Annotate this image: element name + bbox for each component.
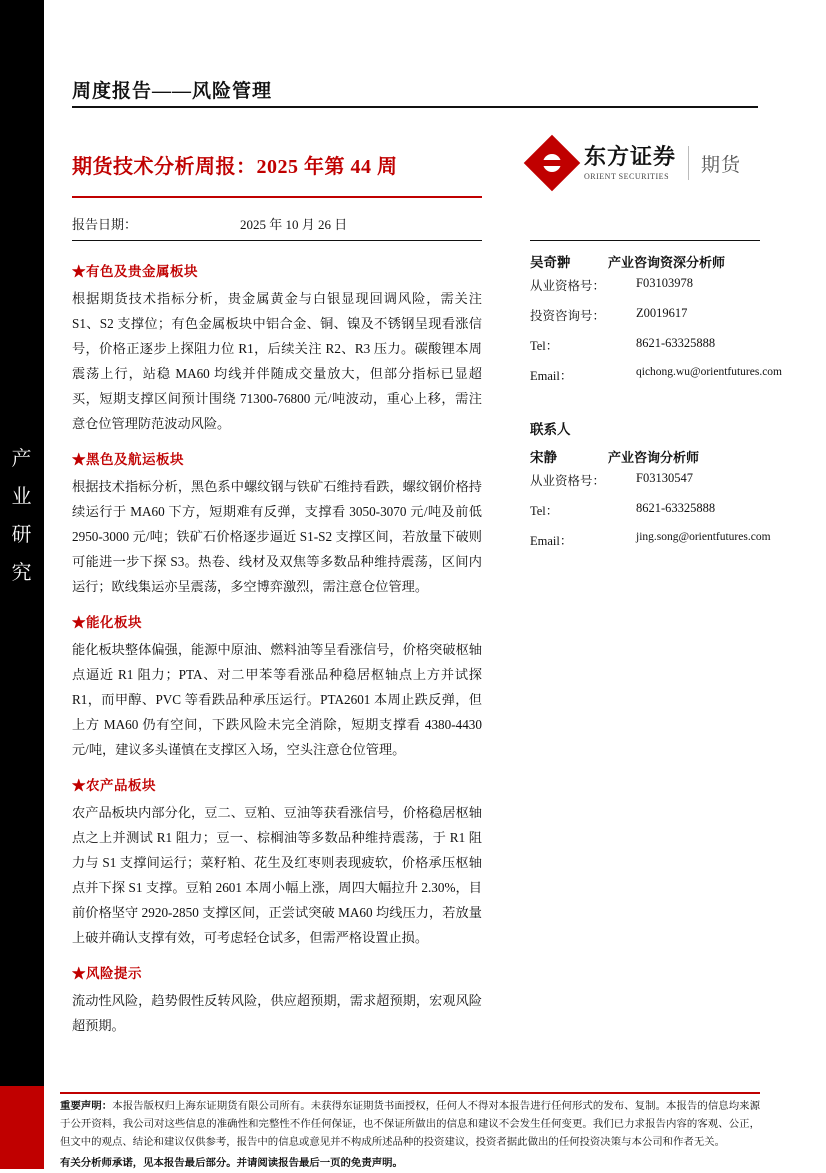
secondary-tel-row — [530, 501, 760, 531]
company-logo — [530, 136, 760, 190]
report-category: 周度报告——风险管理 — [72, 81, 273, 102]
secondary-analyst — [530, 446, 760, 467]
primary-email-label: Email： — [530, 369, 573, 383]
orient-securities-logo-icon — [530, 141, 574, 185]
footer-divider — [60, 1092, 760, 1094]
sidebar-char-2: 研 — [11, 524, 33, 546]
analyst-panel — [530, 240, 783, 561]
sidebar-vertical-label — [0, 440, 44, 592]
section-body-energy-chem: 能化板块整体偏强，能源中原油、燃料油等呈看涨信号，价格突破枢轴点逼近 R1 阻力；PTA、对二甲苯等看涨品种稳居枢轴点上方并试探 R1，而甲醇、PVC 等看跌品种承压运行。PTA2601 本周止跌反弹，但上方 MA60 仍有空间，下跌风险未完全消除，短期支撑看 4380-4430 元/吨，建议多头谨慎在支撑区入场，空头注意仓位管理。 — [72, 642, 482, 757]
secondary-qualification-value: F03130547 — [636, 471, 693, 485]
secondary-tel-value: 8621-63325888 — [636, 501, 716, 515]
footer-last-line: 有关分析师承诺，见本报告最后部分。并请阅读报告最后一页的免责声明。 — [60, 1158, 403, 1169]
page-title: 期货技术分析周报：2025 年第 44 周 — [72, 156, 398, 178]
report-date-row — [72, 214, 482, 234]
primary-qualification-label: 从业资格号： — [530, 279, 606, 293]
contact-heading: 联系人 — [530, 422, 571, 437]
analyst-panel-divider — [530, 240, 760, 241]
footer-label: 重要声明： — [60, 1101, 113, 1112]
primary-email-row — [530, 366, 783, 396]
main-content — [72, 248, 482, 1040]
secondary-qualification-label: 从业资格号： — [530, 474, 606, 488]
sidebar-char-0: 产 — [11, 448, 33, 470]
secondary-analyst-name: 宋静 — [530, 450, 557, 465]
section-heading-energy-chem: ★能化板块 — [72, 615, 142, 630]
date-divider — [72, 240, 482, 241]
section-heading-agriculture: ★农产品板块 — [72, 778, 156, 793]
report-date-value: 2025 年 10 月 26 日 — [240, 217, 348, 232]
primary-tel-value: 8621-63325888 — [636, 336, 716, 350]
primary-consulting-row — [530, 306, 760, 336]
primary-analyst-name: 吴奇翀 — [530, 255, 571, 270]
footer-text: 本报告版权归上海东证期货有限公司所有。未获得东证期货书面授权，任何人不得对本报告进行任何形式的发布、复制。本报告的信息均来源于公开资料，我公司对这些信息的准确性和完整性不作任何保证，也不保证所做出的信息和建议不会发生任何变更。我们已力求报告内容的客观、公正，但文中的观点、结论和建议仅供参考，报告中的信息或意见并不构成所述品种的投资建议，投资者据此做出的任何投资决策与本公司和作者无关。 — [60, 1101, 761, 1148]
footer-disclaimer — [60, 1098, 760, 1173]
secondary-qualification-row — [530, 471, 760, 501]
primary-qualification-value: F03103978 — [636, 276, 693, 290]
title-divider — [72, 196, 482, 198]
section-body-ferrous: 根据技术指标分析，黑色系中螺纹钢与铁矿石维持看跌，螺纹钢价格持续运行于 MA60 下方，短期难有反弹，支撑看 3050-3070 元/吨及前低 2950-3000 元/吨；铁矿石价格逐步逼近 S1-S2 支撑区间，若放量下破则可能进一步下探 S3。热卷、线材及双焦等多数品种维持震荡，区间内运行；欧线集运亦呈震荡，多空博弈激烈，需注意仓位管理。 — [72, 479, 482, 594]
section-body-agriculture: 农产品板块内部分化，豆二、豆粕、豆油等获看涨信号，价格稳居枢轴点之上并测试 R1 阻力；豆一、棕榈油等多数品种维持震荡，于 R1 阻力与 S1 支撑间运行；菜籽粕、花生及红枣则表现疲软，价格承压枢轴点并下探 S1 支撑。豆粕 2601 本周小幅上涨，周四大幅拉升 2.30%，目前价格坚守 2920-2850 支撑区间，正尝试突破 MA60 均线压力，若放量上破并确认支撑有效，可考虑轻仓试多，但需严格设置止损。 — [72, 805, 482, 945]
section-heading-risk: ★风险提示 — [72, 966, 142, 981]
primary-tel-row — [530, 336, 760, 366]
primary-consulting-label: 投资咨询号： — [530, 309, 606, 323]
secondary-analyst-role: 产业咨询分析师 — [608, 450, 700, 465]
report-date-label: 报告日期： — [72, 217, 138, 232]
secondary-tel-label: Tel： — [530, 504, 559, 518]
logo-divider — [688, 146, 689, 180]
logo-company-cn: 东方证券 — [584, 143, 677, 169]
primary-analyst-role: 产业咨询资深分析师 — [608, 255, 726, 270]
logo-suffix: 期货 — [701, 154, 742, 176]
primary-qualification-row — [530, 276, 760, 306]
secondary-email-value[interactable]: jing.song@orientfutures.com — [636, 531, 771, 543]
secondary-email-row — [530, 531, 771, 561]
primary-tel-label: Tel： — [530, 339, 559, 353]
sidebar-char-3: 究 — [11, 562, 33, 584]
left-sidebar-bar — [0, 0, 44, 1086]
section-heading-ferrous: ★黑色及航运板块 — [72, 452, 184, 467]
primary-analyst — [530, 251, 760, 272]
section-heading-metals: ★有色及贵金属板块 — [72, 264, 198, 279]
section-body-risk: 流动性风险，趋势假性反转风险，供应超预期，需求超预期，宏观风险超预期。 — [72, 993, 482, 1033]
header-divider — [72, 106, 758, 108]
primary-consulting-value: Z0019617 — [636, 306, 688, 320]
sidebar-char-1: 业 — [11, 486, 33, 508]
section-body-metals: 根据期货技术指标分析，贵金属黄金与白银显现回调风险，需关注 S1、S2 支撑位；有色金属板块中铝合金、铜、镍及不锈钢呈现看涨信号，价格正逐步上探阻力位 R1，后续关注 R2、R3 压力。碳酸锂本周震荡上行，站稳 MA60 均线并伴随成交量放大，但部分指标已显超买，短期支撑区间预计围绕 71300-76800 元/吨波动，重心上移，需注意仓位管理防范波动风险。 — [72, 291, 482, 431]
logo-company-en: ORIENT SECURITIES — [584, 171, 670, 181]
sidebar-red-block — [0, 1086, 44, 1169]
secondary-email-label: Email： — [530, 534, 573, 548]
primary-email-value[interactable]: qichong.wu@orientfutures.com — [636, 366, 783, 378]
